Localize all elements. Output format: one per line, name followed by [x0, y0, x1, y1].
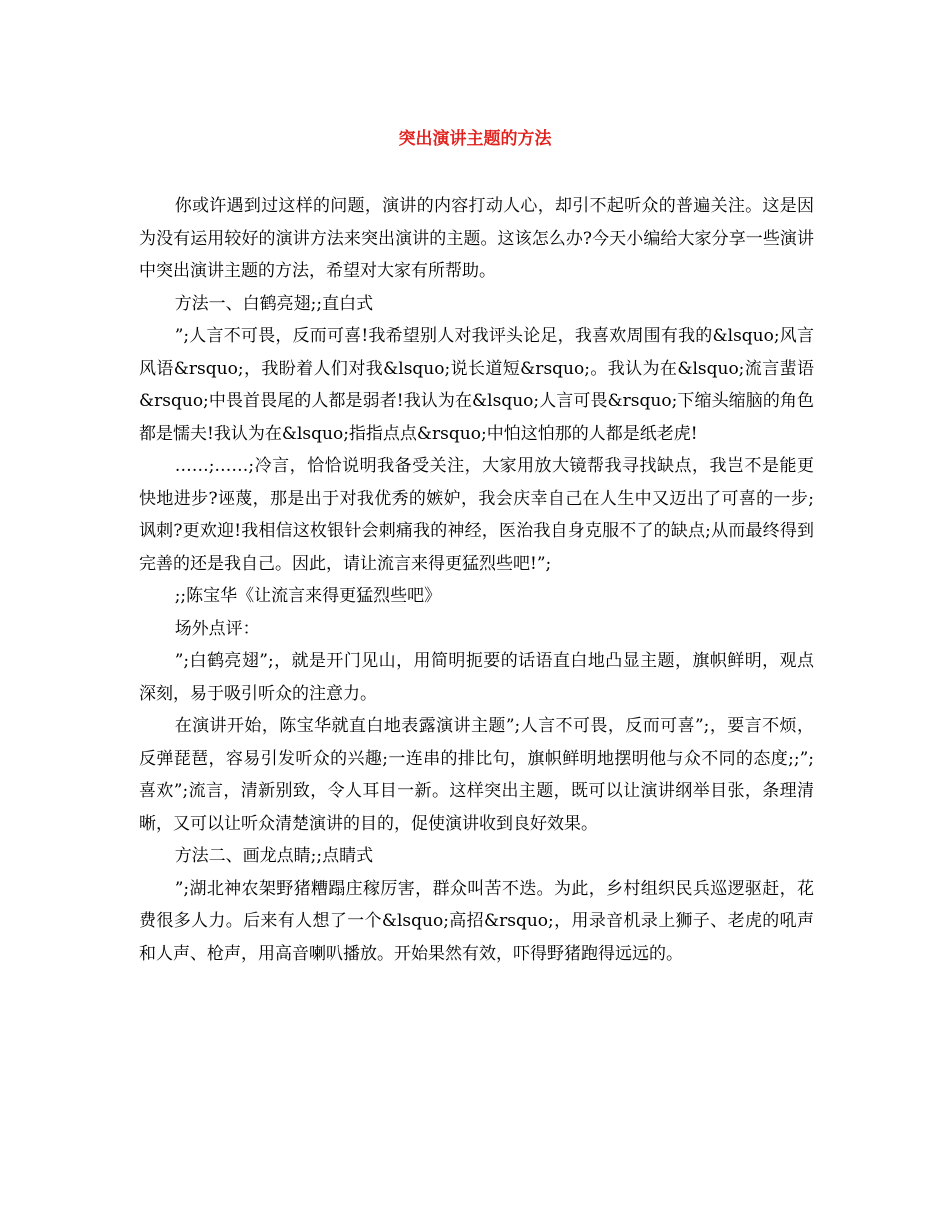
section-heading: 方法一、白鹤亮翅;;直白式 — [174, 293, 374, 314]
attribution: ;;陈宝华《让流言来得更猛烈些吧》 — [174, 586, 442, 606]
document-title: 突出演讲主题的方法 — [398, 129, 552, 149]
paragraph: ”;人言不可畏，反而可喜!我希望别人对我评头论足，我喜欢周围有我的&lsquo;风言风语&rsquo;，我盼着人们对我&lsquo;说长道短&rsquo;。我认为在&lsquo;流言蜚语&rsquo;中畏首畏尾的人都是弱者!我认为在&lsquo;人言可畏&rsquo;下缩头缩脑的角色都是懦夫!我认为在&lsquo;指指点点&rsquo;中怕这怕那的人都是纸老虎! — [139, 326, 814, 444]
document-body — [139, 190, 814, 970]
paragraph: ”;湖北神农架野猪糟蹋庄稼厉害，群众叫苦不迭。为此，乡村组织民兵巡逻驱赶，花费很多人力。后来有人想了一个&lsquo;高招&rsquo;，用录音机录上狮子、老虎的吼声和人声、枪声，用高音喇叭播放。开始果然有效，吓得野猪跑得远远的。 — [139, 878, 814, 964]
paragraph: 你或许遇到过这样的问题，演讲的内容打动人心，却引不起听众的普遍关注。这是因为没有运用较好的演讲方法来突出演讲的主题。这该怎么办?今天小编给大家分享一些演讲中突出演讲主题的方法，希望对大家有所帮助。 — [139, 196, 814, 281]
paragraph: ”;白鹤亮翅”;，就是开门见山，用简明扼要的话语直白地凸显主题，旗帜鲜明，观点深刻，易于吸引听众的注意力。 — [139, 651, 814, 704]
section-heading: 场外点评： — [174, 618, 260, 639]
paragraph: ……;……;冷言，恰恰说明我备受关注，大家用放大镜帮我寻找缺点，我岂不是能更快地进步?诬蔑，那是出于对我优秀的嫉妒，我会庆幸自己在人生中又迈出了可喜的一步;讽刺?更欢迎!我相信这枚银针会刺痛我的神经，医治我自身克服不了的缺点;从而最终得到完善的还是我自己。因此，请让流言来得更猛烈些吧!”; — [139, 456, 814, 574]
section-heading: 方法二、画龙点睛;;点睛式 — [174, 846, 374, 866]
paragraph: 在演讲开始，陈宝华就直白地表露演讲主题”;人言不可畏，反而可喜”;，要言不烦，反弹琵琶，容易引发听众的兴趣;一连串的排比句，旗帜鲜明地摆明他与众不同的态度;;”;喜欢”;流言，清新别致，令人耳目一新。这样突出主题，既可以让演讲纲举目张，条理清晰，又可以让听众清楚演讲的目的，促使演讲收到良好效果。 — [139, 716, 814, 834]
